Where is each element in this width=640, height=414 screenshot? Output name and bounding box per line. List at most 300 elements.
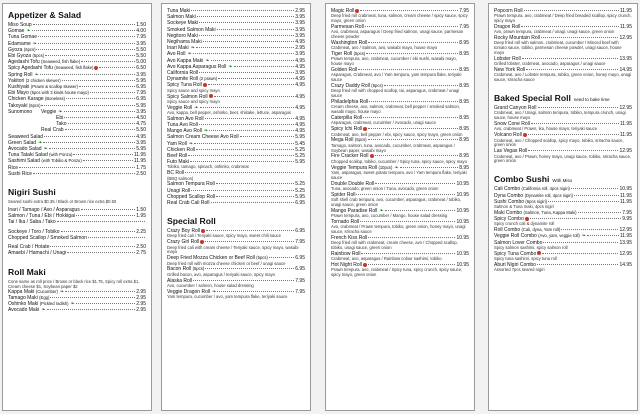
menu-item-price: 7.95 <box>295 288 305 295</box>
vegetarian-leaf-icon: ❧ <box>59 288 65 295</box>
menu-item-note: (5pcs) <box>353 51 366 57</box>
menu-item-name-text: Mango Avo Roll <box>167 128 202 135</box>
vegetarian-leaf-icon: ❧ <box>394 164 399 171</box>
leader-dots <box>524 10 619 11</box>
menu-item-name-text: Bacon Roll <box>167 266 192 273</box>
menu-item-note: (5pcs with 3 kinds house mayo) <box>30 90 89 96</box>
menu-item-name <box>8 158 82 164</box>
menu-item-name-text: Salmon Cream Cheese Avo Roll <box>167 134 239 141</box>
leader-dots <box>211 60 295 61</box>
leader-dots <box>561 229 618 230</box>
leader-dots <box>542 253 618 254</box>
leader-dots <box>368 42 458 43</box>
menu-item-price: 7.95 <box>295 277 305 284</box>
spicy-chili-icon <box>537 251 541 255</box>
menu-item-note: (6pcs) <box>28 102 41 108</box>
menu-item-description: Deep fried roll with crabmeat, cream cheese, avo / Chopped scallop, tobiko, unagi sauce, green onion <box>331 240 458 250</box>
menu-item-name-text: Crazy Girl Roll <box>167 239 200 246</box>
menu-item-name-text: Mango Paradise Roll <box>331 207 378 214</box>
menu-item-price: 2.95 <box>136 300 146 307</box>
menu-item-name-text: Beef Roll <box>167 152 188 159</box>
menu-column-2 <box>161 3 311 411</box>
leader-dots <box>190 161 294 162</box>
leader-dots <box>385 210 456 211</box>
menu-item-description: Asparagus, crabmeat, cucumber / Avocado, unagi sauce <box>331 120 436 126</box>
leader-dots <box>356 194 455 195</box>
menu-item-description: Deep fried roll crabmeat, tuna, salmon, cream cheese / spicy sauce, spicy mayo, green onion <box>331 13 468 24</box>
leader-dots <box>365 26 458 27</box>
menu-item-name-text: Philadelphia Roll <box>331 99 369 106</box>
menu-item-note: (Salmon, Tuna, Kappa Maki) <box>523 209 577 215</box>
menu-item-price: 14.95 <box>619 67 632 74</box>
menu-item-name-text: Chicken Karage <box>8 96 44 103</box>
menu-item-description: Spicy salmon sashimi, spicy salmon roll <box>494 244 568 250</box>
menu-item-price: 5.25 <box>295 146 305 153</box>
section-title-text: Special Roll <box>167 216 216 227</box>
spicy-chili-icon <box>200 240 204 244</box>
menu-item-price: 4.95 <box>295 63 305 70</box>
menu-item-description: Spicy sauce and spicy mayo <box>167 98 220 104</box>
leader-dots <box>76 303 136 304</box>
leader-dots <box>234 66 295 67</box>
menu-item-price: 8.95 <box>459 51 469 58</box>
menu-item-price: 8.95 <box>459 83 469 90</box>
menu-item-price: 2.75 <box>136 250 146 257</box>
leader-dots <box>193 53 295 54</box>
menu-item-name <box>167 200 210 206</box>
leader-dots <box>199 124 294 125</box>
menu-item-name-text: Deep Fried Mozza Chicken or Beef Roll <box>167 255 255 262</box>
menu-item-name-text: Salmon Lover Combo <box>494 239 543 246</box>
menu-item-price: 2.95 <box>136 288 146 295</box>
leader-dots <box>200 107 295 108</box>
menu-item-name-text: Green Salad <box>8 139 37 146</box>
menu-item <box>8 307 146 313</box>
menu-item-name-text: Yakitori <box>8 77 25 84</box>
leader-dots <box>76 215 135 216</box>
menu-item-name-text: Grand Canyon Roll <box>494 105 537 112</box>
leader-dots <box>574 195 619 196</box>
menu-item-note: (Pickled radish) <box>39 300 69 306</box>
menu-item-name-text: Gyoza <box>8 46 23 53</box>
menu-item-price: 4.95 <box>295 93 305 100</box>
spicy-chili-icon <box>203 83 207 87</box>
leader-dots <box>543 242 618 243</box>
menu-item-price: 5.50 <box>136 46 146 53</box>
leader-dots <box>199 72 294 73</box>
leader-dots <box>64 117 135 118</box>
menu-item-name-text: BC Roll <box>167 170 184 177</box>
leader-dots <box>19 167 135 168</box>
leader-dots <box>44 136 135 137</box>
menu-item-description: Grilled bacon, avo, asparagus / teriyaki sauce, spicy mayo <box>167 271 275 277</box>
menu-item-description: Prawn tempura, avo, cucumber / Mango, house salad dressing <box>331 212 448 218</box>
menu-item-price: 10.95 <box>456 234 469 241</box>
menu-item-description: Deep fried roll with salmon, crabmeat, cucumber / Minced beef with tomato sauce, tobiko, parmesan cheese powder, unagi sauce, house mayo <box>494 40 622 56</box>
menu-item-name-text: Takoyaki <box>8 102 28 109</box>
section-title <box>8 187 146 197</box>
leader-dots <box>360 10 458 11</box>
menu-item-name-text: Spicy Agedashi Tofu <box>8 65 53 72</box>
leader-dots <box>205 268 294 269</box>
leader-dots <box>32 30 136 31</box>
menu-item-name-text: Sushi Combo <box>494 198 525 205</box>
menu-item-description: Tobiko, tamago, spinach, oshinko, crabmeat <box>167 164 249 170</box>
menu-item-price: 12.95 <box>619 35 632 42</box>
leader-dots <box>208 84 295 85</box>
menu-item-price: 10.95 <box>456 207 469 214</box>
vegetarian-leaf-icon: ❧ <box>58 108 63 115</box>
menu-item-name-text: Veggie Roll Combo <box>494 233 537 240</box>
spicy-chili-icon <box>525 217 529 221</box>
leader-dots <box>217 291 294 292</box>
menu-item-price: 6.95 <box>295 255 305 262</box>
menu-item-name-text: Smoked Salmon Maki <box>167 26 216 33</box>
section-note: Seared sushi extra $0.35 / Black or Brown rice extra $0.50 <box>8 199 117 205</box>
menu-item-name <box>8 171 32 177</box>
menu-item-price: 6.95 <box>295 266 305 273</box>
leader-dots <box>361 253 455 254</box>
leader-dots <box>199 35 294 36</box>
leader-dots <box>64 111 136 112</box>
spicy-chili-icon <box>370 154 374 158</box>
menu-item-description: Assorted 7pcs seared nigiri <box>494 266 545 272</box>
menu-item-price: 8.95 <box>459 137 469 144</box>
menu-item-name-text: Snow Cone Roll <box>494 121 530 128</box>
menu-item-name-text: Avo Roll <box>167 51 186 58</box>
menu-item-name-text: Aburi Nigiri Combo <box>494 261 536 268</box>
menu-item-name-text: Negihama Maki <box>167 39 202 46</box>
leader-dots <box>65 129 136 130</box>
vegetarian-leaf-icon: ❧ <box>212 288 217 295</box>
menu-item-price: 7.95 <box>136 90 146 97</box>
leader-dots <box>50 246 135 247</box>
menu-item-price: 12.95 <box>619 148 632 155</box>
menu-item-name-text: Spicy Tuna Combo <box>494 250 537 257</box>
menu-item-price: 11.95 <box>619 121 632 128</box>
menu-item-name-text: Spicy Tuna Roll <box>167 82 202 89</box>
spicy-chili-icon <box>363 263 367 267</box>
menu-item-name-text: Rainbow Roll <box>331 250 361 257</box>
menu-item-description: Spicy sauce and spicy mayo <box>167 87 220 93</box>
leader-dots <box>88 237 145 238</box>
menu-item-price: 3.95 <box>295 26 305 33</box>
sunomono-label: Sunomono <box>8 108 33 115</box>
menu-item-price: 11.95 <box>619 132 632 139</box>
menu-item-name-text: Sashimi Salad <box>8 158 40 165</box>
menu-item-name-text: Chopped Scallop Roll <box>167 193 216 200</box>
menu-item-price: 10.95 <box>619 186 632 193</box>
menu-item-name-text: Dyna Combo <box>494 192 524 199</box>
leader-dots <box>49 148 136 149</box>
menu-item-name-text: Amaebi / Hamachi / Unagi <box>8 250 67 257</box>
menu-item-note: (with Tobiko & Ponzu) <box>41 158 82 164</box>
leader-dots <box>360 221 455 222</box>
menu-item-price: 1.50 <box>136 22 146 28</box>
menu-item-price: 5.95 <box>295 159 305 166</box>
menu-item-note: (Cucumber) <box>35 288 58 294</box>
menu-item-price: 11.95 <box>619 198 632 205</box>
menu-item-name-text: Salmon Avo Roll <box>167 115 204 122</box>
menu-item-price: 10.95 <box>456 261 469 268</box>
leader-dots <box>205 241 294 242</box>
menu-column-1 <box>2 3 152 411</box>
menu-item-price: 5.50 <box>136 53 146 60</box>
menu-item-name-text: Hot Night Roll <box>331 261 362 268</box>
menu-item-name-text: Edamame <box>8 40 31 47</box>
menu-item-description: Avo, crabmeat, asparagus / Deep fried salmon, unagi sauce, parmesan cheese powder <box>331 29 464 40</box>
menu-item-name-text: Sushi Rice <box>8 170 32 177</box>
menu-item-description: Spicy tuna sashimi, spicy tuna roll <box>494 255 557 261</box>
leader-dots <box>528 134 619 135</box>
menu-item-price: 13.95 <box>619 239 632 246</box>
leader-dots <box>548 201 619 202</box>
leader-dots <box>38 36 135 37</box>
leader-dots <box>43 142 135 143</box>
menu-item-note: (Boneless) <box>44 96 65 102</box>
menu-item-note: (6pcs) <box>23 46 36 52</box>
menu-item-price: 4.95 <box>295 128 305 135</box>
leader-dots <box>83 160 133 161</box>
menu-item-price: 7.95 <box>459 24 469 31</box>
menu-item-name-text: Ebi Mayo <box>8 90 29 97</box>
menu-item-name-text: Kappa Maki <box>8 288 35 295</box>
menu-item-price: 1.95 <box>136 213 146 220</box>
menu-item-description: Avo, crabmeat / Prawn, ika, house mayo, teriyaki sauce <box>494 126 598 132</box>
leader-dots <box>538 107 619 108</box>
menu-item-name <box>8 219 56 225</box>
leader-dots <box>41 105 135 106</box>
menu-item-note: (5pcs) <box>32 53 45 59</box>
menu-item-description: Avo, cucumber / salmon, house salad dressing <box>167 282 254 288</box>
menu-item-price: 5.95 <box>295 134 305 141</box>
leader-dots <box>99 67 135 68</box>
leader-dots <box>81 209 135 210</box>
section-note: Cone same as roll price / Brown or black rice $1.75, Spicy roll extra $1, Cream cheese $1, Soybean paper $2 <box>8 278 140 289</box>
menu-item-description: Prawn tempura, avo, crabmeat / Deep fried breaded scallop, spicy crunch, spicy mayo <box>494 13 632 24</box>
vegetarian-leaf-icon: ❧ <box>26 28 31 35</box>
menu-item-name-text: Agedashi Tofu <box>8 59 40 66</box>
menu-item-name-text: Real Crab <box>41 127 64 134</box>
menu-item-name-text: Spider Roll <box>331 191 356 198</box>
menu-item-name-text: Cali Combo <box>494 186 521 193</box>
vegetarian-leaf-icon: ❧ <box>581 233 586 240</box>
menu-item-description: Crabmeat, avo, asparagus / Rainbow colour sashimi, tobiko <box>331 256 442 262</box>
vegetarian-leaf-icon: ❧ <box>43 146 48 153</box>
menu-item-description: Avo, crabmeat / Prawn tempura, tobiko, green onion, honey mayo, unagi sauce, sriracha sauce <box>331 224 466 234</box>
vegetarian-leaf-icon: ❧ <box>203 128 209 135</box>
menu-item-price: 12.95 <box>619 250 632 257</box>
vegetarian-leaf-icon: ❧ <box>194 104 199 111</box>
menu-item-price: 11.95 <box>619 192 632 199</box>
menu-item-name-text: Avo Kappa Maki <box>167 57 204 64</box>
menu-item-name-text: Popcorn Roll <box>494 8 523 14</box>
menu-item-price: 11.95 <box>619 24 632 31</box>
menu-item-name-text: Oshinko Maki <box>8 300 39 307</box>
menu-item-price: 10.95 <box>456 218 469 225</box>
menu-item-price: 7.95 <box>459 8 469 14</box>
menu-item-name <box>41 127 64 133</box>
menu-item-name-text: Spicy Combo <box>494 216 524 223</box>
leader-dots <box>217 29 295 30</box>
menu-item-price: 10.95 <box>456 250 469 257</box>
leader-dots <box>530 218 622 219</box>
menu-item-price: 13.95 <box>619 56 632 63</box>
leader-dots <box>191 190 294 191</box>
vegetarian-leaf-icon: ❧ <box>205 57 210 64</box>
menu-item-price: 4.95 <box>295 104 305 111</box>
menu-item-price: 5.95 <box>136 146 146 153</box>
menu-item-note: (Seaweed, fish flake) <box>54 65 94 71</box>
menu-item-price: 2.95 <box>136 294 146 301</box>
leader-dots <box>526 69 618 70</box>
menu-item-description: Crabmeat, avo / Unagi, salmon tempura, tobiko, tempura crunch, unagi sauce, house mayo <box>494 110 626 121</box>
menu-item-name-text: Crazy Daddy Roll <box>331 83 370 90</box>
menu-item-note: (Avo, yam, veggie roll) <box>538 233 580 239</box>
leader-dots <box>73 154 132 155</box>
leader-dots <box>62 80 136 81</box>
menu-item-description: Grilled lobster, crabmeat, avocado, asparagus / unagi sauce <box>494 61 606 67</box>
menu-item-name-text: New York Roll <box>494 67 526 74</box>
menu-item-name-text: Roll Combo <box>494 227 521 234</box>
leader-dots <box>79 86 135 87</box>
section-title <box>8 267 146 277</box>
leader-dots <box>531 123 619 124</box>
leader-dots <box>185 172 304 173</box>
menu-item-price: 8.95 <box>459 115 469 122</box>
menu-item-name-text: Rocky Mountain Roll <box>494 35 540 42</box>
menu-item-name-text: Inari Maki <box>167 45 189 52</box>
leader-dots <box>66 98 135 99</box>
leader-dots <box>521 26 618 27</box>
menu-item-name-text: Tuna Tataki Salad <box>8 152 48 159</box>
menu-item-name-text: Avo Kappa Asparagus Roll <box>167 63 227 70</box>
menu-item-price: 4.95 <box>136 133 146 140</box>
menu-item-description: Deep fried roll with mozza cheese chicken or beef / unagi sauce <box>167 260 286 266</box>
leader-dots <box>366 53 458 54</box>
menu-item-price: 1.50 <box>136 207 146 214</box>
menu-item-name-text: Gomae <box>8 28 25 35</box>
section-title-text: Appetizer & Salad <box>8 10 82 20</box>
menu-item-description: Avo, prawn tempura, crabmeat / unagi, unagi sauce, green onion <box>494 29 615 35</box>
menu-item-price: 3.95 <box>295 32 305 39</box>
menu-item-name-text: Tuna Avo Roll <box>167 121 198 128</box>
menu-item-price: 5.25 <box>295 152 305 159</box>
menu-item-name-text: French Kiss Roll <box>331 234 368 241</box>
menu-item-name-text: Magic Roll <box>331 8 355 14</box>
menu-item-price: 6.95 <box>136 84 146 91</box>
menu-item-price: 2.95 <box>295 45 305 52</box>
leader-dots <box>368 139 459 140</box>
menu-item-name-text: Lobster Roll <box>494 56 521 63</box>
menu-item-name-text: Tuna Maki <box>167 8 191 14</box>
menu-item-name-text: Sockeye Maki <box>167 20 199 27</box>
menu-item-description: Crabmeat, avo, bell pepper / ebi, spicy sauce, spicy mayo, green onion <box>331 131 463 137</box>
menu-item-description: Tuna, avocado, green onion / Tuna, avocado, green onion <box>331 185 439 191</box>
menu-item-price: 4.50 <box>136 115 146 122</box>
leader-dots <box>67 252 135 253</box>
menu-item-price: 1.75 <box>136 164 146 171</box>
section-title <box>494 174 632 184</box>
menu-item-price: 10.95 <box>456 191 469 198</box>
menu-item-name-text: Salmon / Tuna / Ebi / Hokkigai <box>8 213 75 220</box>
menu-item-price: 7.95 <box>136 34 146 41</box>
menu-item-price: 4.95 <box>295 39 305 46</box>
menu-item-name-text: Rice <box>8 164 19 171</box>
section-subtitle: need to bake time <box>573 97 610 103</box>
menu-item-description: Yam tempura, cucumber / avo, yam tempura flake, teriyaki sauce <box>167 293 288 299</box>
menu-item-name-text: Fire Cracker Roll <box>331 153 369 160</box>
menu-item-description: Cream cheese, avo, salmon, crabmeat, bell pepper / smoked salmon, wasabi mayo, house mayo <box>331 104 460 115</box>
vegetarian-leaf-icon: ❧ <box>188 140 194 147</box>
section-title <box>494 93 632 103</box>
leader-dots <box>571 188 619 189</box>
leader-dots <box>216 183 295 184</box>
spicy-chili-icon <box>201 229 205 233</box>
menu-item-description: Yam, asparagus, sweet potato tempura, avo / Yam tempura flake, teriyaki sauce <box>331 169 467 180</box>
menu-item-note: (6pcs nigiri) <box>525 198 548 204</box>
leader-dots <box>578 212 622 213</box>
menu-item-price: 6.95 <box>136 96 146 103</box>
menu-item-price: 3.95 <box>295 14 305 21</box>
menu-item-note: (5pcs) <box>192 266 205 272</box>
menu-item-name-text: Miso Soup <box>8 22 32 28</box>
menu-item-name-text: Avocado Maki <box>8 307 40 314</box>
leader-dots <box>216 196 294 197</box>
menu-item-price: 5.95 <box>136 77 146 84</box>
spicy-chili-icon <box>209 94 213 98</box>
leader-dots <box>81 61 135 62</box>
menu-item-price: 5.50 <box>136 127 146 134</box>
leader-dots <box>45 55 135 56</box>
leader-dots <box>38 43 135 44</box>
menu-item-name-text: California Roll <box>167 70 199 77</box>
menu-item-price: 5.25 <box>295 181 305 188</box>
menu-item-price: 2.50 <box>136 244 146 251</box>
leader-dots <box>36 49 135 50</box>
menu-item-name-text: Crazy Boy Roll <box>167 228 201 235</box>
menu-item-note: (10pcs) <box>378 164 393 170</box>
menu-item-name-text: Dragon Roll <box>494 24 521 31</box>
leader-dots <box>65 291 135 292</box>
leader-dots <box>191 10 294 11</box>
menu-item-price: 12.95 <box>619 227 632 234</box>
menu-item-description: Asparagus, Crabmeat, avo / Yam tempura, yam tempura flake, teriyaki sauce <box>331 72 462 83</box>
leader-dots <box>205 118 295 119</box>
vegetarian-leaf-icon: ❧ <box>187 51 192 58</box>
menu-item-note: (2 prawn) <box>199 76 218 82</box>
menu-item-name-text: Real Crab / Hotate <box>8 244 50 251</box>
menu-item-description: Deep fried cali with cream cheese / Teriyaki sauce, spicy mayo, wasabi mayo <box>167 244 299 255</box>
menu-item-description: Crabmeat, avo / Prawn, honey mayo, unagi sauce, tobiko, sriracha sauce, green onion <box>494 153 632 164</box>
menu-item-name-text: Alaska Roll <box>167 277 193 284</box>
menu-item-note: (Dynamite roll, 4pcs nigiri) <box>524 192 573 198</box>
menu-item-description: Deep fried roll with chopped scallop, tai, asparagus, crabmeat / unagi sauce <box>331 88 460 99</box>
menu-item-name-text: Tako <box>56 121 67 128</box>
leader-dots <box>203 41 295 42</box>
menu-item-description: Crabmeat, avo / Lobster tempura, tobiko, green onion, honey mayo, unagi sauce, sriracha sauce <box>494 72 632 83</box>
vegetarian-leaf-icon: ❧ <box>34 71 39 78</box>
leader-dots <box>193 280 294 281</box>
menu-item-price: 3.95 <box>295 51 305 58</box>
leader-dots <box>188 155 294 156</box>
leader-dots <box>541 37 619 38</box>
spicy-chili-icon <box>94 66 98 70</box>
leader-dots <box>368 264 456 265</box>
menu-item-price: 4.75 <box>136 121 146 128</box>
section-title <box>8 10 146 20</box>
menu-item-name-text: Unagi Roll <box>167 187 191 194</box>
